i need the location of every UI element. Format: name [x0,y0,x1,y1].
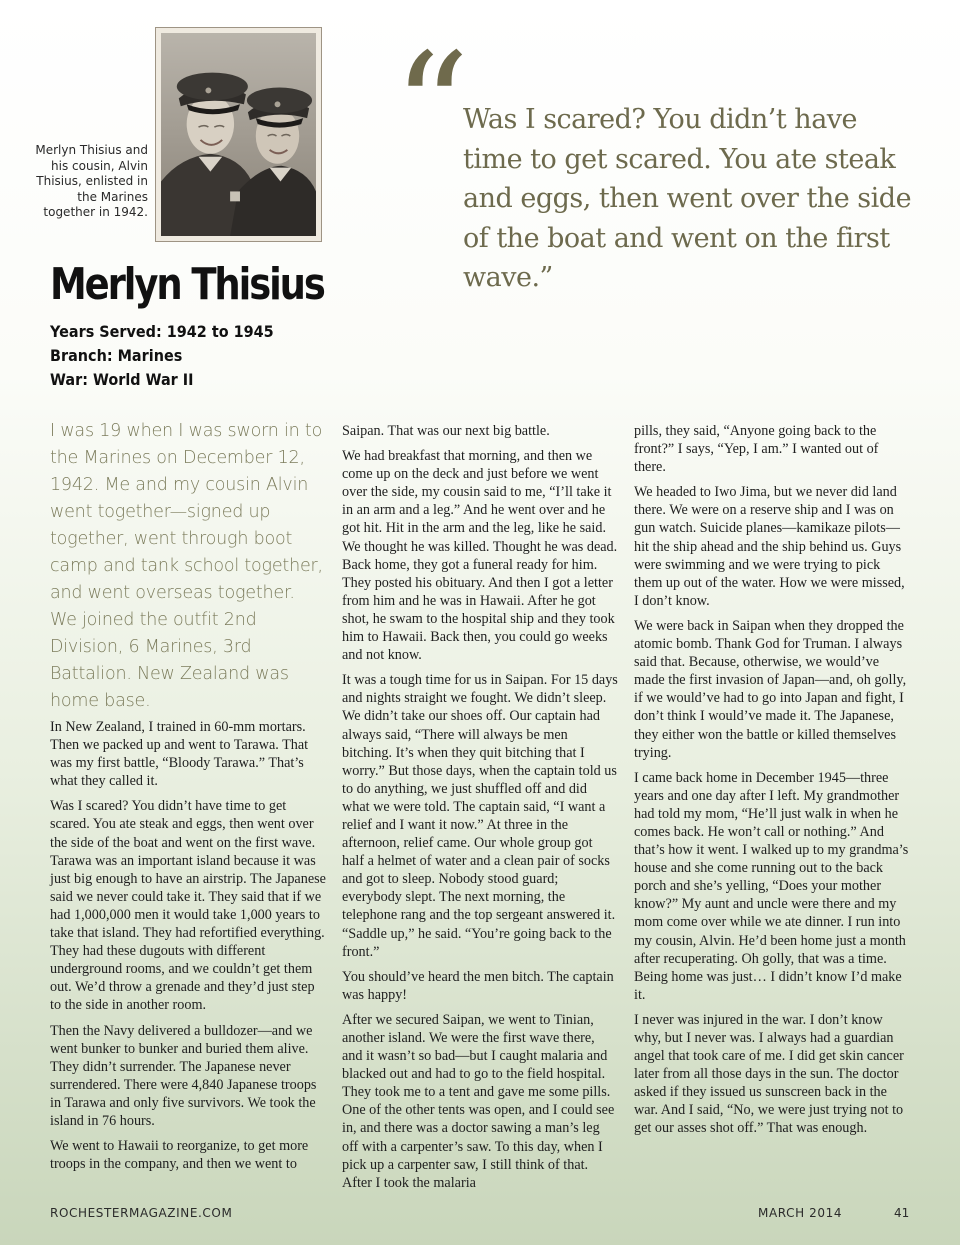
war: War: World War II [50,370,194,389]
page-number: 41 [894,1206,910,1220]
body-column-1 [50,718,326,1180]
body-column-2 [342,422,618,1199]
profile-name: Merlyn Thisius [50,259,324,310]
paragraph: We went to Hawaii to reorganize, to get more troops in the company, and then we went to [50,1138,309,1173]
paragraph: In New Zealand, I trained in 60-mm mortars. Then we packed up and went to Tarawa. That was my first battle, “Bloody Tarawa.” That’s what they called it. [50,719,309,790]
branch: Branch: Marines [50,346,183,365]
paragraph: Was I scared? You didn’t have time to get scared. You ate steak and eggs, then went over the side of the boat and went on the first wave. Tarawa was an important island because it was just big enough to have an airstrip. The Japanese said we never could take it. They said that if we had 1,000,000 men it would take 1,000 years to take that island. They had refortified everything. They had these dugouts with different underground rooms, and we couldn’t get them out. We’d throw a grenade and they’d just step to the side in another room. [50,798,326,1014]
paragraph: Then the Navy delivered a bulldozer—and we went bunker to bunker and buried them alive. They didn’t surrender. The Japanese never surrendered. There were 4,840 Japanese troops in Tarawa and only five survivors. We took the island in 76 hours. [50,1022,317,1129]
footer-site: ROCHESTERMAGAZINE.COM [50,1206,233,1220]
paragraph: I came back home in December 1945—three years and one day after I left. My grandmother had told my mom, “He’ll just walk in when he comes back. He won’t call or nothing.” And that’s how it went. I walked up to my grandma’s house and she come running out to the back porch and she’s yelling, “Does your mother know?” My aunt and uncle were there and my mom come over while we ate dinner. I run into my cousin, Alvin. He’d been home just a month after recuperating. Oh golly, that was a time. Being home was just… I didn’t know I’d make it. [634,769,909,1003]
years-served: Years Served: 1942 to 1945 [50,322,274,341]
portrait-photo-image [161,33,316,236]
paragraph: We headed to Iwo Jima, but we never did land there. We were on a reserve ship and I was on gun watch. Suicide planes—kamikaze pilots—hit the ship ahead and the ship behind us. Guys were swimming and we were trying to pick them up out of the water. How we were missed, I don’t know. [634,484,905,609]
paragraph: I never was injured in the war. I don’t know why, but I never was. I always had a guardian angel that took care of me. I did get skin cancer later from all those days in the sun. The doctor asked if they issued us sunscreen back in the war. And I said, “No, we were just trying not to get our asses shot off.” That was enough. [634,1011,904,1137]
pull-quote: Was I scared? You didn’t have time to get scared. You ate steak and eggs, then went over the side of the boat and went on the first wave.” [463,104,912,293]
photo-caption: Merlyn Thisius and his cousin, Alvin Thisius, enlisted in the Marines together in 1942. [35,143,148,220]
quote-mark-icon: “ [393,22,470,196]
portrait-photo [155,27,322,242]
paragraph: You should’ve heard the men bitch. The captain was happy! [342,968,614,1003]
paragraph: It was a tough time for us in Saipan. For 15 days and nights straight we fought. We didn’t sleep. We didn’t take our shoes off. Our captain had always said, “There will always be men bitching. It’s when they quit bitching that I worry.” But those days, when the captain told us to do anything, we just shuffled off and did what we were told. The captain said, “I want a relief and I want it now.” At three in the afternoon, relief came. Our whole group got half a helmet of water and a clean pair of socks and got to sleep. Nobody stood guard; everybody slept. The next morning, the telephone rang and the top sergeant answered it. “Saddle up,” he said. “You’re going back to the front.” [342,672,618,960]
intro-paragraph: I was 19 when I was sworn in to the Marines on December 12, 1942. Me and my cousin Alvin went together—signed up together, went through boot camp and tank school together, and went overseas together. We joined the outfit 2nd Division, 6 Marines, 3rd Battalion. New Zealand was home base. [50,421,323,711]
paragraph: After we secured Saipan, we went to Tinian, another island. We were the first wave there, and it wasn’t so bad—but I caught malaria and blacked out and had to go to the field hospital. They took me to a tent and gave me some pills. One of the other tents was open, and I could see in, and there was a doctor sawing a man’s leg off with a carpenter’s saw. To this day, when I pick up a carpenter saw, I still think of that. After I took the malaria [342,1011,615,1191]
paragraph: We were back in Saipan when they dropped the atomic bomb. Thank God for Truman. I always said that. Because, otherwise, we would’ve made the first invasion of Japan—and, oh golly, if we would’ve had to go into Japan and fight, I don’t think I would’ve made it. The Japanese, they either won the battle or killed themselves trying. [634,617,907,761]
body-column-3 [634,422,912,1145]
service-facts [50,320,347,392]
paragraph: We had breakfast that morning, and then we come up on the deck and just before we went over the side, my cousin said to me, “I’ll take it in an arm and a leg.” And he went over and he got hit. Hit in the arm and the leg, like he said. We thought he was killed. Thought he was dead. Back home, they got a funeral ready for him. They posted his obituary. And then I got a letter from him and he was in Hawaii. After he got shot, he swam to the hospital ship and they took him to Hawaii. Back then, you could go weeks and not know. [342,448,618,664]
paragraph: pills, they said, “Anyone going back to the front?” I says, “Yep, I am.” I wanted out of there. [634,423,879,476]
paragraph: Saipan. That was our next big battle. [342,423,550,439]
footer-issue: MARCH 2014 [758,1206,843,1220]
